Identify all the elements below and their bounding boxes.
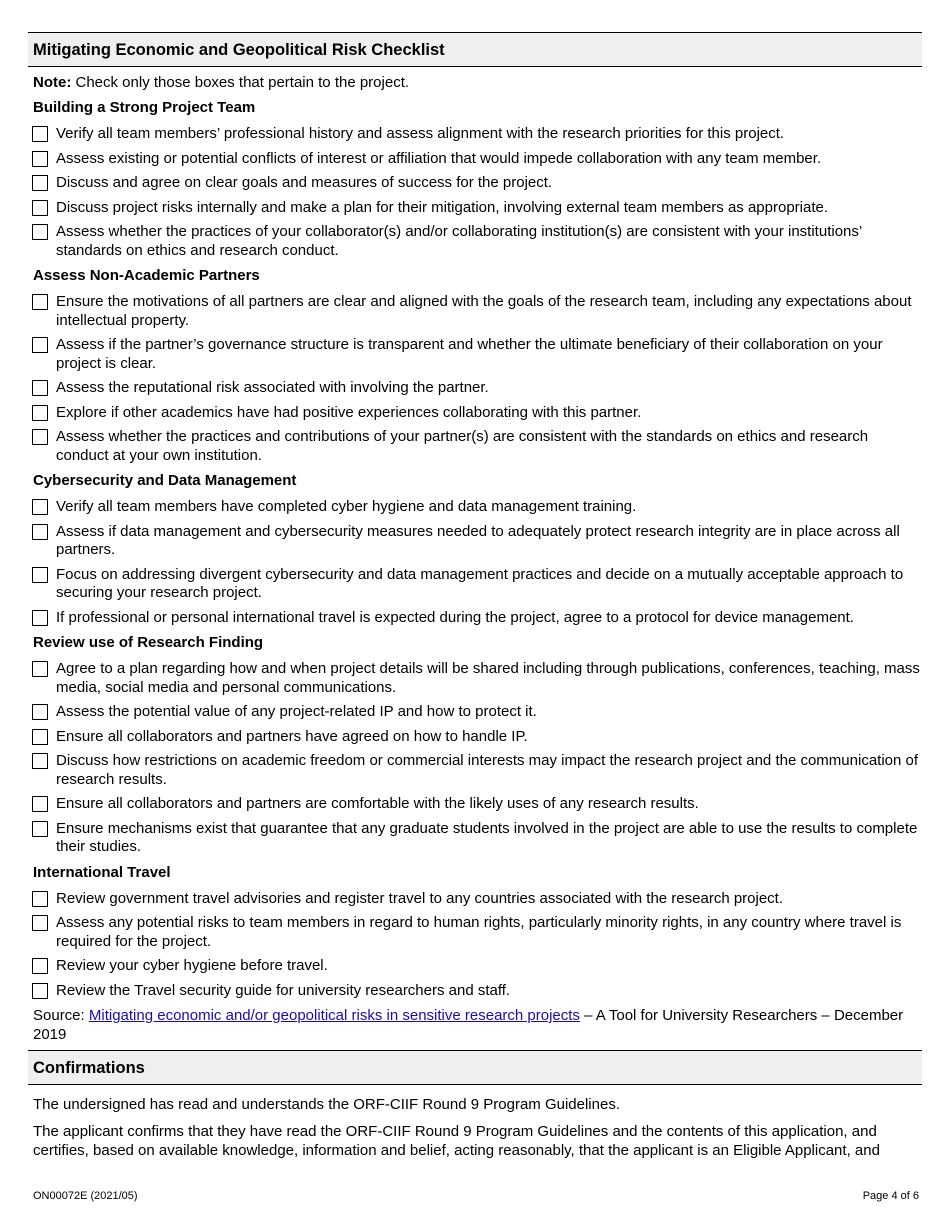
form-page xyxy=(28,32,922,1160)
checklist-item-text: Assess if the partner’s governance structure is transparent and whether the ultimate beneficiary of their collaboration on your project is clear. xyxy=(56,336,883,372)
source-citation xyxy=(28,1000,922,1050)
checkbox[interactable] xyxy=(32,610,48,626)
checklist-item-text: Ensure all collaborators and partners have agreed on how to handle IP. xyxy=(56,727,528,745)
checkbox[interactable] xyxy=(32,524,48,540)
checklist-item-text: Assess existing or potential conflicts of interest or affiliation that would impede collaboration with any team member. xyxy=(56,149,822,167)
checklist-item-text: Discuss and agree on clear goals and measures of success for the project. xyxy=(56,174,553,191)
checklist-item-text: Assess any potential risks to team members in regard to human rights, particularly minority rights, in any country where travel is required for the project. xyxy=(56,914,902,950)
checklist-item-text: Review government travel advisories and register travel to any countries associated with the research project. xyxy=(56,889,784,907)
checkbox[interactable] xyxy=(32,796,48,812)
checkbox[interactable] xyxy=(32,337,48,353)
checklist-item xyxy=(28,119,922,144)
checkbox[interactable] xyxy=(32,567,48,583)
form-id: ON00072E (2021/05) xyxy=(33,1190,138,1202)
checklist-item-text: Verify all team members have completed cyber hygiene and data management training. xyxy=(56,498,637,515)
checklist-item xyxy=(28,492,922,517)
checklist-item xyxy=(28,217,922,260)
checklist-item-text: Assess the reputational risk associated with involving the partner. xyxy=(56,379,489,396)
checklist-item-text: Ensure mechanisms exist that guarantee that any graduate students involved in the project are able to use the results to complete their studies. xyxy=(56,819,918,855)
confirmations-title: Confirmations xyxy=(28,1050,922,1085)
checklist-item-text: Agree to a plan regarding how and when project details will be shared including through publications, conferences, teaching, mass media, social media and personal communications. xyxy=(56,660,920,696)
checkbox[interactable] xyxy=(32,753,48,769)
checklist-item xyxy=(28,517,922,560)
note xyxy=(28,67,922,92)
note-text: Check only those boxes that pertain to the project. xyxy=(71,74,410,91)
checkbox[interactable] xyxy=(32,126,48,142)
checklist-item-text: Explore if other academics have had positive experiences collaborating with this partner. xyxy=(56,403,642,421)
checklist-item-text: Verify all team members’ professional history and assess alignment with the research priorities for this project. xyxy=(56,125,785,142)
checklist-item xyxy=(28,951,922,976)
checklist-item xyxy=(28,884,922,909)
checklist-item xyxy=(28,373,922,398)
checklist-item xyxy=(28,976,922,1001)
checklist-item-text: If professional or personal international travel is expected during the project, agree to a protocol for device management. xyxy=(56,608,854,626)
checkbox[interactable] xyxy=(32,200,48,216)
checklist-item-text: Assess whether the practices and contributions of your partner(s) are consistent with the standards on ethics and research conduct at your own institution. xyxy=(56,428,869,464)
checkbox[interactable] xyxy=(32,175,48,191)
checklist-item xyxy=(28,722,922,747)
checkbox[interactable] xyxy=(32,958,48,974)
checklist-item-text: Assess whether the practices of your collaborator(s) and/or collaborating institution(s) are consistent with your institutions’ standards on ethics and research conduct. xyxy=(56,223,862,259)
checkbox[interactable] xyxy=(32,429,48,445)
checklist-item-text: Assess if data management and cybersecurity measures needed to adequately protect research integrity are in place across all partners. xyxy=(56,522,900,558)
checkbox[interactable] xyxy=(32,661,48,677)
checklist-item xyxy=(28,789,922,814)
checklist-item xyxy=(28,330,922,373)
checklist-item xyxy=(28,603,922,628)
checklist-item xyxy=(28,168,922,193)
checkbox[interactable] xyxy=(32,499,48,515)
checklist-item xyxy=(28,560,922,603)
checklist-item-text: Focus on addressing divergent cybersecurity and data management practices and decide on a mutually acceptable approach to securing your research project. xyxy=(56,565,904,601)
checklist-item xyxy=(28,814,922,857)
checklist-item-text: Ensure all collaborators and partners are comfortable with the likely uses of any research results. xyxy=(56,795,699,812)
checklist-item-text: Review your cyber hygiene before travel. xyxy=(56,957,328,974)
group-title: Building a Strong Project Team xyxy=(33,99,256,116)
checklist-item xyxy=(28,398,922,423)
checklist-item xyxy=(28,287,922,330)
page-number: Page 4 of 6 xyxy=(862,1190,919,1202)
checklist-item xyxy=(28,422,922,465)
group-title: Assess Non-Academic Partners xyxy=(33,267,260,284)
checklist-item-text: Discuss project risks internally and make a plan for their mitigation, involving external team members as appropriate. xyxy=(56,198,829,216)
group-title: Cybersecurity and Data Management xyxy=(33,472,297,489)
source-prefix: Source: xyxy=(33,1007,89,1024)
checklist-title: Mitigating Economic and Geopolitical Risk Checklist xyxy=(28,32,922,67)
checkbox[interactable] xyxy=(32,224,48,240)
checkbox[interactable] xyxy=(32,704,48,720)
confirmation-paragraph-1: The undersigned has read and understands the ORF-CIIF Round 9 Program Guidelines. xyxy=(33,1096,620,1113)
checkbox[interactable] xyxy=(32,294,48,310)
note-label: Note: xyxy=(33,74,72,91)
group-title: International Travel xyxy=(33,863,171,881)
checklist-item xyxy=(28,193,922,218)
checklist-groups xyxy=(28,92,922,1000)
checklist-item-text: Ensure the motivations of all partners are clear and aligned with the goals of the research team, including any expectations about intellectual property. xyxy=(56,293,912,329)
checkbox[interactable] xyxy=(32,729,48,745)
checklist-item xyxy=(28,654,922,697)
checkbox[interactable] xyxy=(32,405,48,421)
checklist-item-text: Review the Travel security guide for university researchers and staff. xyxy=(56,981,511,999)
checkbox[interactable] xyxy=(32,915,48,931)
source-suffix: – A Tool for University Researchers – December 2019 xyxy=(33,1007,904,1043)
checkbox[interactable] xyxy=(32,983,48,999)
checklist-item xyxy=(28,908,922,951)
source-link[interactable]: Mitigating economic and/or geopolitical risks in sensitive research projects xyxy=(88,1007,580,1024)
checkbox[interactable] xyxy=(32,380,48,396)
checklist-item-text: Assess the potential value of any project-related IP and how to protect it. xyxy=(56,703,537,720)
checklist-item xyxy=(28,697,922,722)
group-title: Review use of Research Finding xyxy=(33,634,264,651)
confirmation-paragraph-2: The applicant confirms that they have read the ORF-CIIF Round 9 Program Guidelines and the contents of this application, and certifies, based on available knowledge, information and belief, acting reasonably, that the applicant is an Eligible Applicant, and xyxy=(33,1123,880,1159)
checklist-item xyxy=(28,746,922,789)
checkbox[interactable] xyxy=(32,151,48,167)
checklist-item xyxy=(28,144,922,169)
checklist-item-text: Discuss how restrictions on academic freedom or commercial interests may impact the research project and the communication of research results. xyxy=(56,752,919,788)
checkbox[interactable] xyxy=(32,891,48,907)
checkbox[interactable] xyxy=(32,821,48,837)
